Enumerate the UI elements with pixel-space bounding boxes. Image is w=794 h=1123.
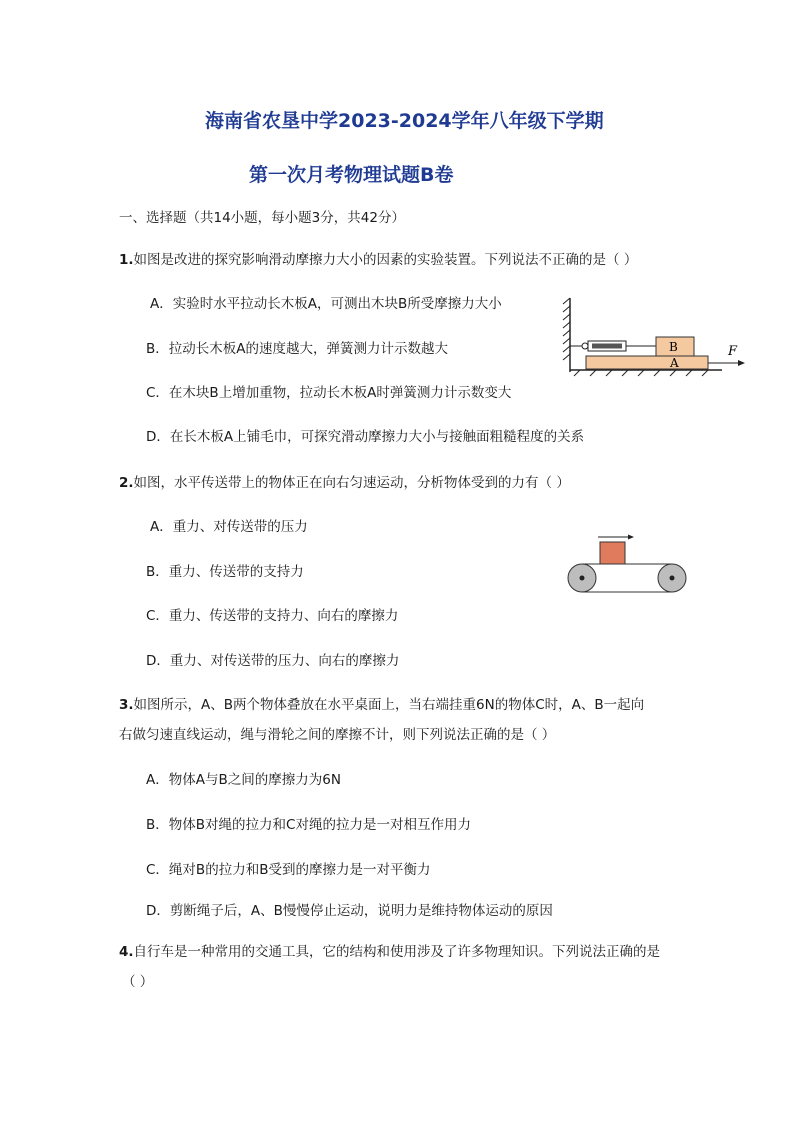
spring-scale [570, 341, 656, 351]
question-1-stem [119, 251, 637, 269]
q1-option-a: A．实验时水平拉动长木板A，可测出木块B所受摩擦力大小 [150, 296, 502, 312]
question-text: 如图是改进的探究影响滑动摩擦力大小的因素的实验装置。下列说法不正确的是（ ） [133, 252, 638, 268]
question-4-stem-line2: （ ） [122, 974, 154, 990]
question-number: 2. [119, 475, 134, 491]
section-heading: 一、选择题（共14小题，每小题3分，共42分） [119, 210, 405, 226]
force-label: F [728, 344, 738, 359]
conveyor-belt-figure [562, 530, 692, 596]
question-text: 自行车是一种常用的交通工具，它的结构和使用涉及了许多物理知识。下列说法正确的是 [133, 944, 661, 960]
q1-option-c: C．在木块B上增加重物，拉动长木板A时弹簧测力计示数变大 [146, 385, 512, 401]
q2-option-c: C．重力、传送带的支持力、向右的摩擦力 [146, 608, 399, 624]
left-pulley [568, 564, 596, 592]
q2-option-d: D．重力、对传送带的压力、向右的摩擦力 [146, 653, 400, 669]
q3-option-d: D．剪断绳子后，A、B慢慢停止运动，说明力是维持物体运动的原因 [146, 903, 553, 919]
question-text: 如图所示，A、B两个物体叠放在水平桌面上，当右端挂重6N的物体C时，A、B一起向 [133, 697, 645, 713]
motion-arrow [598, 535, 634, 540]
page-title-line2: 第一次月考物理试题B卷 [249, 164, 454, 186]
q1-option-b: B．拉动长木板A的速度越大，弹簧测力计示数越大 [146, 341, 448, 357]
q3-option-b: B．物体B对绳的拉力和C对绳的拉力是一对相互作用力 [146, 817, 471, 833]
q2-option-a: A．重力、对传送带的压力 [150, 519, 308, 535]
board-a-label: A [670, 356, 679, 370]
question-2-stem [119, 474, 570, 492]
block-b-label: B [669, 340, 678, 354]
wall [563, 298, 570, 372]
q3-option-a: A．物体A与B之间的摩擦力为6N [146, 772, 341, 788]
friction-apparatus-figure [560, 292, 750, 382]
page-title-line1: 海南省农垦中学2023-2024学年八年级下学期 [205, 110, 604, 132]
cargo-box [600, 542, 625, 564]
question-number: 4. [119, 944, 134, 960]
table-ground [570, 370, 722, 376]
question-4-stem-line1 [119, 943, 660, 961]
question-number: 3. [119, 697, 134, 713]
question-3-stem-line1 [119, 696, 644, 714]
question-text: 如图，水平传送带上的物体正在向右匀速运动，分析物体受到的力有（ ） [133, 475, 570, 491]
question-3-stem-line2: 右做匀速直线运动，绳与滑轮之间的摩擦不计，则下列说法正确的是（ ） [119, 727, 556, 743]
question-number: 1. [119, 252, 134, 268]
q2-option-b: B．重力、传送带的支持力 [146, 564, 304, 580]
q3-option-c: C．绳对B的拉力和B受到的摩擦力是一对平衡力 [146, 862, 431, 878]
pull-force-arrow [708, 360, 745, 366]
right-pulley [658, 564, 686, 592]
board-a [586, 356, 708, 369]
q1-option-d: D．在长木板A上铺毛巾，可探究滑动摩擦力大小与接触面粗糙程度的关系 [146, 429, 585, 445]
